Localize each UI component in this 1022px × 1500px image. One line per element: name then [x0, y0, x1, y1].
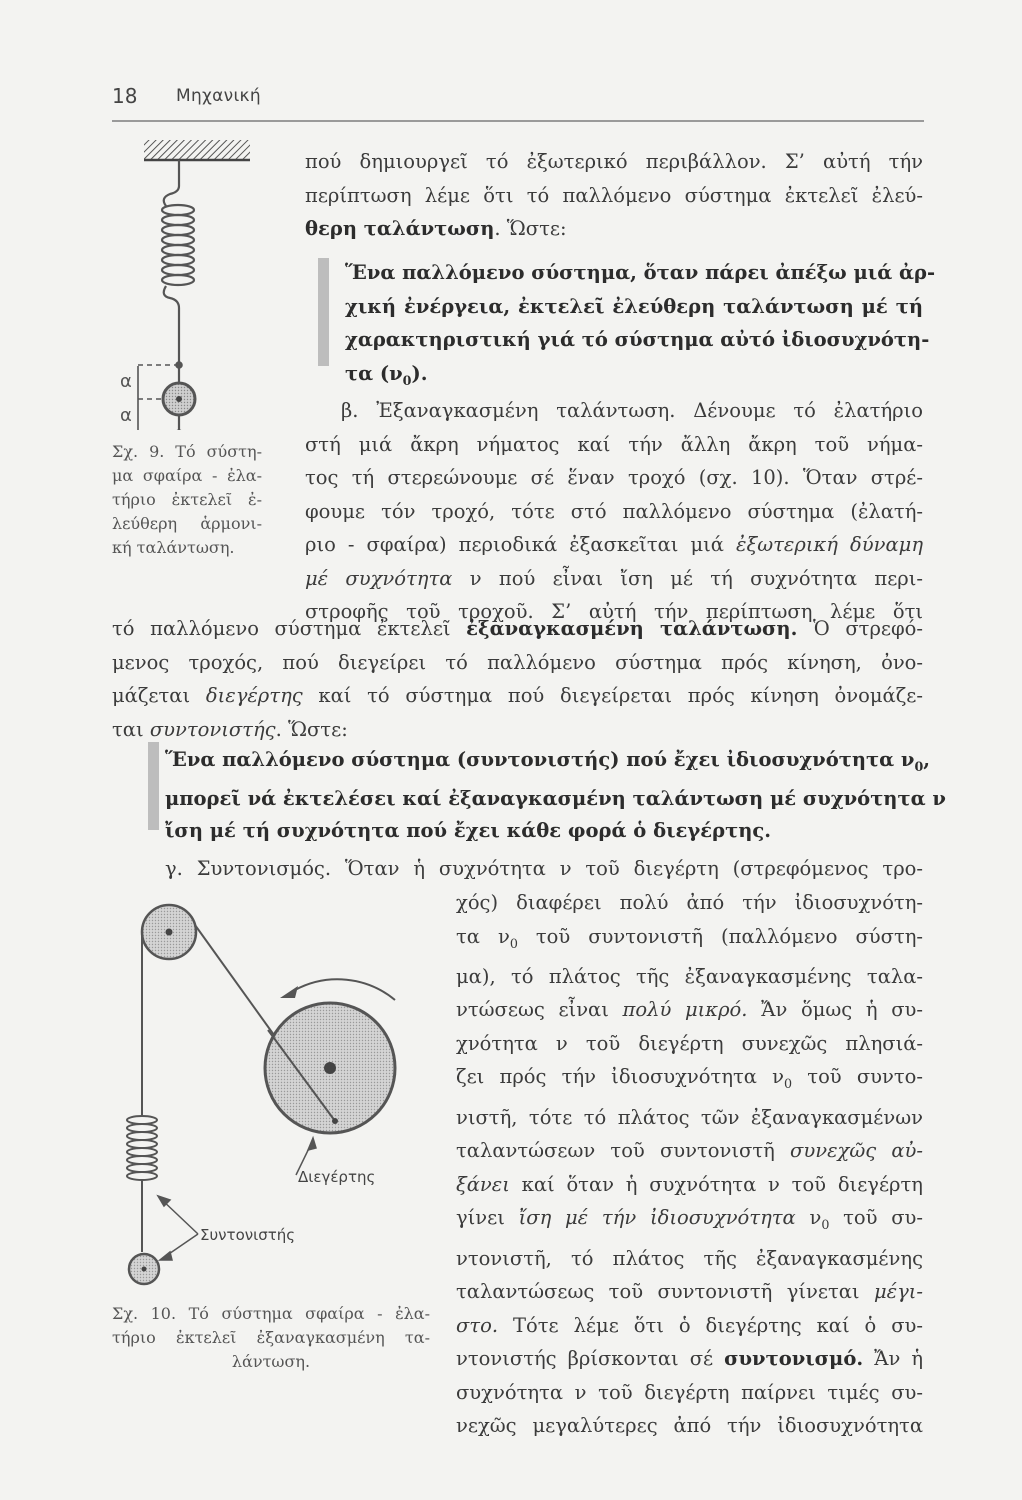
paragraph-forced-oscillation: β. Ἐξαναγκασμένη ταλάντωση. Δένουμε τό ἐλατήριο στή μιά ἄκρη νήματος καί τήν ἄλλη ἄκρη τοῦ νήμα- τος τή στερεώνουμε σέ ἕναν τροχό (σχ. 10). Ὅταν στρέ- φουμε τόν τροχό, τότε στό παλλόμενο σύστημα (ἐλατή- ριο - σφαίρα) περιοδικά ἐξασκεῖται μιά ἐξωτερική δύναμη μέ συχνότητα ν πού εἶναι ἴση μέ τή συχνότητα περι- στροφῆς τοῦ τροχοῦ. Σ’ αὐτή τήν περίπτωση λέμε ὅτι	[305, 399, 923, 623]
label-a-lower: α	[120, 405, 132, 426]
label-a-upper: α	[120, 371, 132, 392]
figure-9-spring-mass-diagram	[120, 140, 280, 430]
running-title: Μηχανική	[176, 86, 261, 106]
highlight-bar	[318, 258, 329, 366]
paragraph-intro: πού δημιουργεῖ τό ἐξωτερικό περιβάλλον. Σ’ αὐτή τήν περίπτωση λέμε ὅτι τό παλλόμενο σύστημα ἐκτελεῖ ἐλεύ- θερη ταλάντωση. Ὥστε:	[305, 150, 923, 240]
section-heading-forced: β. Ἐξαναγκασμένη ταλάντωση.	[341, 399, 676, 422]
page-number: 18	[112, 84, 138, 108]
definition-box-resonator: Ἕνα παλλόμενο σύστημα (συντονιστής) πού ἔχει ἰδιοσυχνότητα $\nu_0$, μπορεῖ νά ἐκτελέσει καί ἐξαναγκασμένη ταλάντωση μέ συχνότητα ν ἴση μέ τή συχνότητα πού ἔχει κάθε φορά ὁ διεγέρτης.	[165, 748, 946, 842]
paragraph-resonance: χός) διαφέρει πολύ ἀπό τήν ἰδιοσυχνότη- τα $\nu_0$ τοῦ συντονιστῆ (παλλόμενο σύστη- μα), τό πλάτος τῆς ἐξαναγκασμένης ταλα- ντώσεως εἶναι πολύ μικρό. Ἄν ὅμως ἡ συ- χνότητα ν τοῦ διεγέρτη συνεχῶς πλησιά- ζει πρός τήν ἰδιοσυχνότητα $\nu_0$ τοῦ συντο- νιστῆ, τότε τό πλάτος τῶν ἐξαναγκασμένων ταλαντώσεων τοῦ συντονιστῆ συνεχῶς αὐ- ξάνει καί ὅταν ἡ συχνότητα ν τοῦ διεγέρτη γίνει ἴση μέ τήν ἰδιοσυχνότητα $\nu_0$ τοῦ συ- ντονιστῆ, τό πλάτος τῆς ἐξαναγκασμένης ταλαντώσεως τοῦ συντονιστῆ γίνεται μέγι- στο. Τότε λέμε ὅτι ὁ διεγέρτης καί ὁ συ- ντονιστής βρίσκονται σέ συντονισμό. Ἄν ἡ συχνότητα ν τοῦ διεγέρτη παίρνει τιμές συ- νεχῶς μεγαλύτερες ἀπό τήν ἰδιοσυχνότητα	[456, 891, 924, 1438]
resonator-spring-icon	[127, 1090, 157, 1252]
paragraph-forced-oscillation-cont: τό παλλόμενο σύστημα ἐκτελεῖ ἐξαναγκασμένη ταλάντωση. Ὁ στρεφό- μενος τροχός, πού διεγείρει τό παλλόμενο σύστημα πρός κίνηση, ὀνο- μάζεται διεγέρτης καί τό σύστημα πού διεγείρεται πρός κίνηση ὀνομάζε- ται συντονιστής. Ὥστε:	[112, 617, 923, 741]
rotation-arrow-icon	[295, 979, 395, 1000]
figure-10-caption: Σχ. 10. Τό σύστημα σφαίρα - ἐλα- τήριο ἐκτελεῖ ἐξαναγκασμένη τα- λάντωση.	[112, 1304, 430, 1371]
ceiling-icon	[144, 140, 250, 160]
label-exciter: Διεγέρτης	[298, 1168, 376, 1186]
figure-10-forced-oscillation-diagram	[100, 880, 460, 1300]
figure-9-caption: Σχ. 9. Τό σύστη- μα σφαίρα - ἐλα- τήριο ἐκτελεῖ ἐ- λεύθερη ἁρμονι- κή ταλάντωση.	[112, 442, 262, 557]
highlight-bar	[148, 742, 159, 830]
paragraph-resonance-head: γ. Συντονισμός. Ὅταν ἡ συχνότητα ν τοῦ διεγέρτη (στρεφόμενος τρο-	[165, 857, 923, 880]
label-resonator: Συντονιστής	[200, 1226, 296, 1244]
header-rule	[112, 120, 924, 122]
definition-box-free-oscillation: Ἕνα παλλόμενο σύστημα, ὅταν πάρει ἀπέξω μιά ἀρ- χική ἐνέργεια, ἐκτελεῖ ἐλεύθερη ταλάντωση μέ τή χαρακτηριστική γιά τό σύστημα αὐτό ἰδιοσυχνότη- τα $(\nu_0)$.	[345, 261, 936, 388]
